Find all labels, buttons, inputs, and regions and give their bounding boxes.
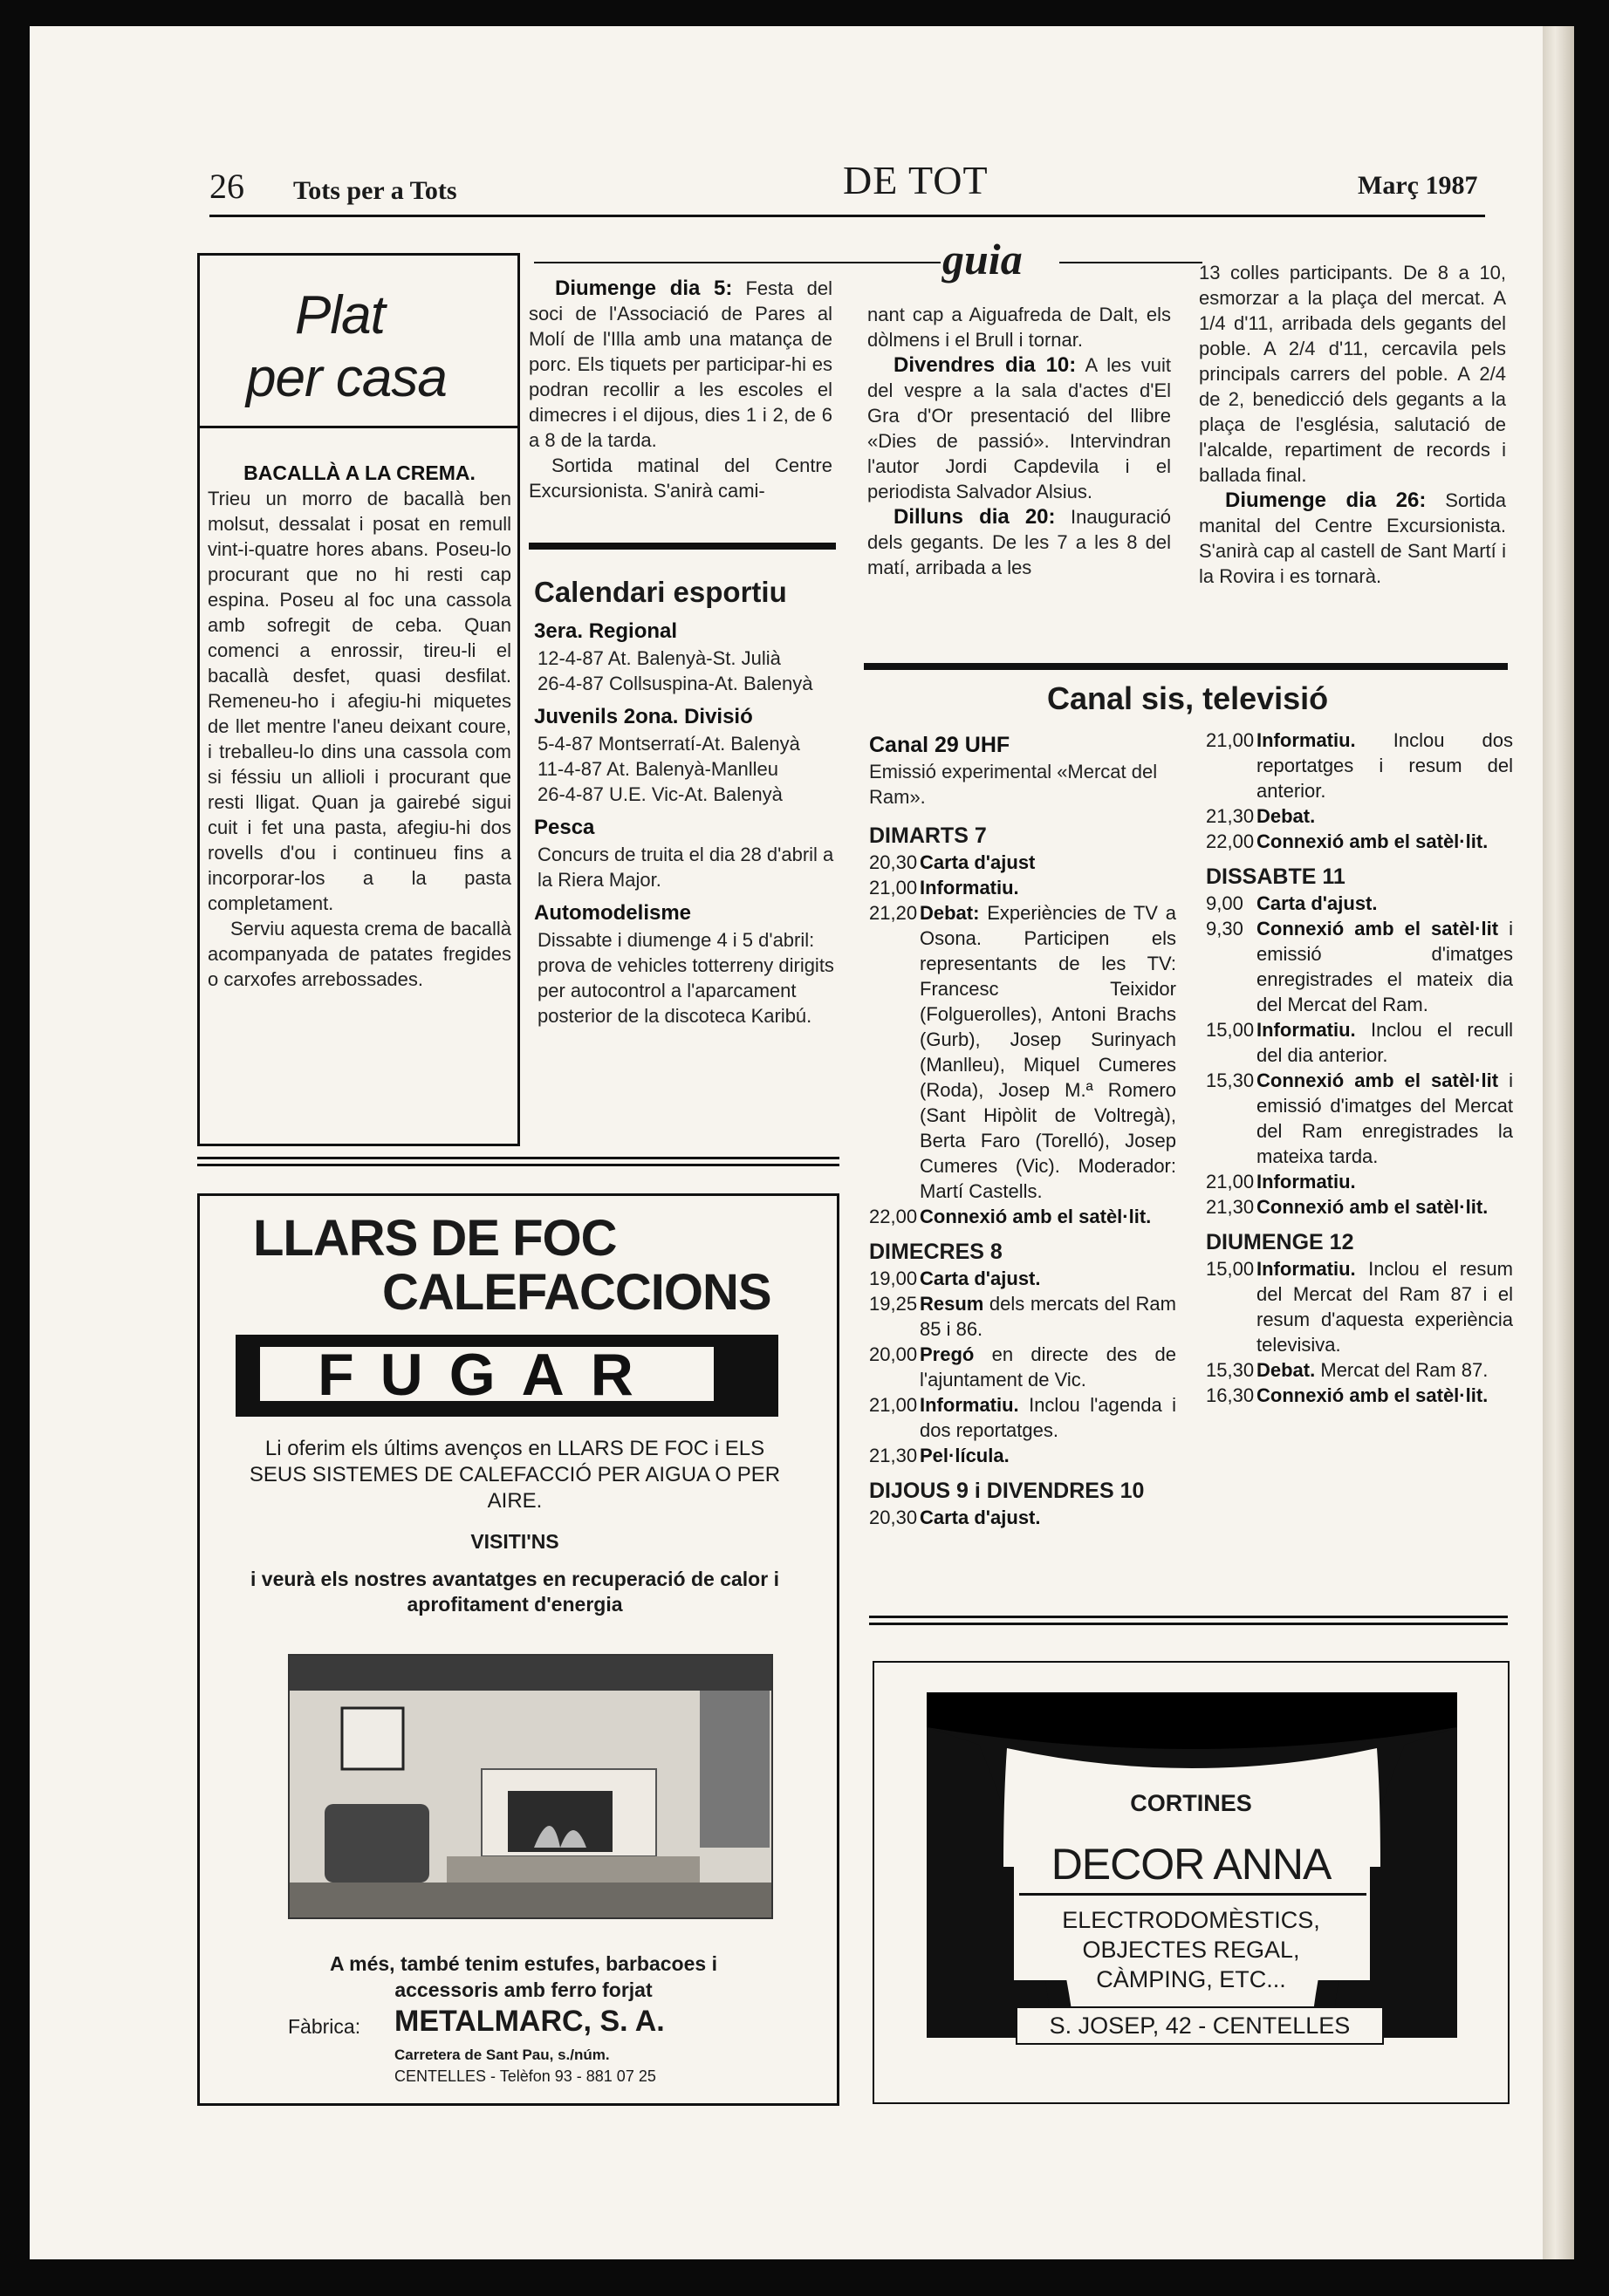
decor-line-3: CÀMPING, ETC... <box>1096 1966 1286 1992</box>
fugar-factory-name: METALMARC, S. A. <box>394 2005 665 2038</box>
page-number: 26 <box>209 167 244 206</box>
tv-program <box>920 900 1176 1204</box>
fireplace-photo <box>288 1654 773 1919</box>
tv-program-title: Informatiu. <box>1256 1171 1356 1192</box>
tv-schedule-row <box>1206 829 1513 854</box>
page-title: DE TOT <box>843 158 989 202</box>
tv-program-title: Debat. <box>1256 1359 1316 1381</box>
tv-program <box>920 1291 1176 1342</box>
tv-time: 21,20 <box>869 902 918 924</box>
guia-day-26-text: Sortida manital del Centre Excursionista. S'anirà cap al castell de Sant Martí i la Rovira i es tornarà. <box>1199 489 1506 587</box>
guia-rule-right <box>1059 262 1202 263</box>
tv-program-desc: Inclou el resum del Mercat del Ram 87 i el resum d'aquesta experiència televisiva. <box>1256 1258 1513 1356</box>
tv-schedule-row <box>1206 891 1513 916</box>
guia-column-1 <box>529 276 832 503</box>
tv-program-title: Connexió amb el satèl·lit. <box>1256 1196 1489 1218</box>
tv-program-title: Connexió amb el satèl·lit. <box>1256 830 1489 852</box>
guia-day-10-text: A les vuit del vespre a la sala d'actes d'El Gra d'Or presentació del llibre «Dies de passió». Intervindran l'autor Jordi Capdevila i el periodista Salvador Alsius. <box>867 354 1172 502</box>
calendari-line: Concurs de truita el dia 28 d'abril a la Riera Major. <box>537 844 834 891</box>
tv-time: 20,30 <box>869 851 918 873</box>
calendari-line: 11-4-87 At. Balenyà-Manlleu <box>537 758 778 780</box>
tv-time: 15,00 <box>1206 1258 1255 1280</box>
tv-schedule-row <box>869 1505 1176 1530</box>
tv-left-column <box>869 731 1176 1530</box>
decor-cortines: CORTINES <box>1130 1790 1252 1816</box>
recipe-text <box>208 461 511 992</box>
tv-right-column <box>1206 728 1513 1408</box>
recipe-paragraph-2: Serviu aquesta crema de bacallà acompanyada de patates fregides o carxofes arrebossades. <box>208 918 511 990</box>
tv-schedule-row <box>869 1443 1176 1468</box>
guia-col3-text0: 13 colles participants. De 8 a 10, esmorzar a la plaça del mercat. A 1/4 d'11, arribada dels gegants del poble. A 2/4 d'11, cercavila pels principals carrers del poble. A 2/4 de 2, benedicció dels gegants a la plaça de l'església, salutació de l'alcalde, repartiment de records i ballada final. <box>1199 262 1506 486</box>
calendari-line: 5-4-87 Montserratí-At. Balenyà <box>537 733 800 755</box>
guia-day-20: Dilluns dia 20: <box>894 505 1056 529</box>
tv-program <box>920 850 1035 875</box>
tv-program-title: Connexió amb el satèl·lit <box>1256 1069 1499 1091</box>
tv-schedule-row <box>1206 1256 1513 1357</box>
tv-program-title: Connexió amb el satèl·lit. <box>920 1206 1152 1227</box>
guia-day-10: Divendres dia 10: <box>894 353 1077 377</box>
tv-program-desc: i emissió d'imatges del Mercat del Ram enregistrades la mateixa tarda. <box>1256 1069 1514 1167</box>
page-spine <box>1543 26 1574 2259</box>
guia-sortida-text: Sortida matinal del Centre Excursionista. S'anirà cami- <box>529 454 832 502</box>
decor-line-2: OBJECTES REGAL, <box>1082 1937 1300 1963</box>
tv-schedule-row <box>1206 1017 1513 1068</box>
tv-program <box>1256 891 1378 916</box>
calendari-line: 26-4-87 U.E. Vic-At. Balenyà <box>537 783 783 805</box>
tv-time: 19,25 <box>869 1293 918 1315</box>
tv-program-title: Carta d'ajust <box>920 851 1036 873</box>
guia-day-5: Diumenge dia 5: <box>555 277 733 300</box>
fugar-top-rule-2 <box>197 1164 839 1166</box>
tv-program <box>1256 1017 1513 1068</box>
tv-program-title: Informatiu. <box>920 877 1019 899</box>
guia-col1-rule <box>529 543 836 550</box>
guia-col2-text0: nant cap a Aiguafreda de Dalt, els dòlmens i el Brull i tornar. <box>867 304 1171 351</box>
tv-time: 20,00 <box>869 1343 918 1365</box>
tv-time: 22,00 <box>1206 830 1255 852</box>
tv-schedule-row <box>1206 1068 1513 1169</box>
calendari-heading: Pesca <box>534 816 595 839</box>
tv-program <box>1256 1068 1513 1169</box>
tv-time: 21,00 <box>1206 1171 1255 1192</box>
decor-top-rule <box>869 1616 1508 1618</box>
tv-program-title: Informatiu. <box>1256 1019 1356 1041</box>
tv-program-desc: en directe des de l'ajuntament de Vic. <box>920 1343 1176 1391</box>
tv-time: 21,30 <box>869 1445 918 1466</box>
calendari-line: 26-4-87 Collsuspina-At. Balenyà <box>537 673 813 694</box>
tv-program-desc: Inclou l'agenda i dos reportatges. <box>920 1394 1176 1441</box>
guia-column-3 <box>1199 260 1506 589</box>
tv-time: 21,00 <box>1206 729 1255 751</box>
recipe-paragraph-1: Trieu un morro de bacallà ben molsut, dessalat i posat en remull vint-i-quatre hores abans. Poseu-lo procurant que no hi resti cap espina. Poseu al foc una cassola amb sofregit de ceba. Quan comenci a enrossir, tireu-li el bacallà desfet, quasi desfilat. Remeneu-ho i afegiu-hi miquetes de llet mentre l'aneu deixant coure, i treballeu-lo dins una cassola com si féssiu un allioli i procurant que resti lligat. Quan ja gairebé sigui cuit i fet una pasta, afegiu-hi dos rovells d'ou i continueu fins a incorporar-los a la pasta completament. <box>208 488 511 914</box>
tv-program-desc: Inclou dos reportatges i resum del anterior. <box>1256 729 1513 802</box>
tv-time: 9,30 <box>1206 918 1243 940</box>
header-rule <box>209 215 1485 217</box>
tv-left-schedule <box>869 822 1176 1530</box>
tv-program-desc: Mercat del Ram 87. <box>1315 1359 1489 1381</box>
fugar-phone: CENTELLES - Telèfon 93 - 881 07 25 <box>394 2067 656 2085</box>
decor-underline <box>1019 1893 1366 1896</box>
tv-program <box>1256 1357 1488 1383</box>
tv-program-title: Pregó <box>920 1343 975 1365</box>
decor-top-rule-2 <box>869 1623 1508 1625</box>
tv-schedule-row <box>869 900 1176 1204</box>
guia-rule-left <box>534 262 941 263</box>
tv-program-title: Carta d'ajust. <box>920 1507 1041 1528</box>
tv-program <box>920 1443 1010 1468</box>
tv-program <box>1256 728 1513 803</box>
decor-line-1: ELECTRODOMÈSTICS, <box>1062 1907 1320 1933</box>
calendari-section <box>534 576 841 1028</box>
tv-time: 15,30 <box>1206 1069 1255 1091</box>
tv-program-title: Connexió amb el satèl·lit <box>1256 918 1499 940</box>
fugar-benefit: i veurà els nostres avantatges en recuperació de calor i aprofitament d'energia <box>250 1568 779 1616</box>
guia-label: guia <box>942 235 1023 284</box>
tv-day-heading: DIJOUS 9 i DIVENDRES 10 <box>869 1479 1145 1503</box>
recipe-heading: BACALLÀ A LA CREMA. <box>243 461 476 484</box>
recipe-title <box>246 284 447 410</box>
guia-day-5-text: Festa del soci de l'Associació de Pares al Molí de l'Illa amb una matança de porc. Els tiquets per participar-hi es podran recollir a les escoles el dimecres i el dijous, dies 1 i 2, de 6 a 8 de la tarda. <box>529 277 832 451</box>
guia-column-2 <box>867 302 1171 580</box>
tv-program <box>920 1204 1151 1229</box>
recipe-title-rule <box>197 426 520 428</box>
calendari-list <box>534 618 841 1028</box>
tv-time: 21,00 <box>869 1394 918 1416</box>
tv-program <box>920 1342 1176 1392</box>
tv-time: 21,00 <box>869 877 918 899</box>
tv-time: 19,00 <box>869 1268 918 1289</box>
calendari-heading: Juvenils 2ona. Divisió <box>534 705 753 728</box>
tv-program <box>1256 1169 1356 1194</box>
tv-time: 22,00 <box>869 1206 918 1227</box>
tv-time: 16,30 <box>1206 1384 1255 1406</box>
calendari-line: 12-4-87 At. Balenyà-St. Julià <box>537 647 781 669</box>
fugar-address: Carretera de Sant Pau, s./núm. <box>394 2047 610 2063</box>
guia-day-20-text: Inauguració dels gegants. De les 7 a les 8 del matí, arribada a les <box>867 506 1172 578</box>
tv-program-title: Debat: <box>920 902 980 924</box>
tv-schedule-row <box>869 1291 1176 1342</box>
tv-program-title: Connexió amb el satèl·lit. <box>1256 1384 1489 1406</box>
recipe-title-line1: Plat <box>295 285 385 345</box>
fugar-brand: FUGAR <box>318 1342 660 1408</box>
tv-channel: Canal 29 UHF <box>869 733 1010 757</box>
tv-schedule-row <box>1206 728 1513 803</box>
tv-program-title: Informatiu. <box>1256 1258 1356 1280</box>
tv-program-title: Carta d'ajust. <box>1256 892 1378 914</box>
tv-program-desc: dels mercats del Ram 85 i 86. <box>920 1293 1176 1340</box>
tv-program <box>1256 916 1513 1017</box>
tv-program <box>920 1266 1041 1291</box>
tv-schedule-row <box>869 1392 1176 1443</box>
tv-rule <box>864 663 1508 670</box>
tv-program-title: Resum <box>920 1293 984 1315</box>
tv-time: 15,30 <box>1206 1359 1255 1381</box>
tv-day-heading: DISSABTE 11 <box>1206 864 1345 889</box>
tv-program <box>920 875 1019 900</box>
tv-program-title: Pel·lícula. <box>920 1445 1010 1466</box>
tv-schedule-row <box>1206 1357 1513 1383</box>
tv-schedule-row <box>1206 803 1513 829</box>
tv-schedule-row <box>869 1342 1176 1392</box>
guia-day-26: Diumenge dia 26: <box>1225 489 1427 512</box>
tv-program <box>1256 1256 1513 1357</box>
tv-schedule-row <box>869 1204 1176 1229</box>
tv-day-heading: DIUMENGE 12 <box>1206 1230 1354 1254</box>
tv-program <box>920 1505 1041 1530</box>
fugar-offer: Li oferim els últims avenços en LLARS DE FOC i ELS SEUS SISTEMES DE CALEFACCIÓ PER AIGUA O PER AIRE. <box>249 1437 781 1513</box>
tv-schedule-row <box>869 1266 1176 1291</box>
decor-address: S. JOSEP, 42 - CENTELLES <box>1016 2006 1384 2045</box>
tv-title: Canal sis, televisió <box>1047 680 1329 716</box>
tv-schedule-row <box>869 850 1176 875</box>
section-name: Tots per a Tots <box>293 176 457 205</box>
tv-program-title: Carta d'ajust. <box>920 1268 1041 1289</box>
calendari-line: Dissabte i diumenge 4 i 5 d'abril: prova de vehicles totterreny dirigits per autocontrol a l'aparcament posterior de la discoteca Karibú. <box>537 929 834 1027</box>
tv-program-desc: Experiències de TV a Osona. Participen els representants de les TV: Francesc Teixidor (Folguerolles), Antoni Brachs (Gurb), Josep Surinyach (Manlleu), Miquel Cumeres (Roda), Josep M.ª Romero (Sant Hipòlit de Voltregà), Berta Faro (Torelló), Josep Cumeres (Vic). Moderador: Martí Castells. <box>920 902 1176 1202</box>
fugar-logo <box>236 1335 778 1417</box>
fugar-visit: VISITI'NS <box>470 1530 559 1553</box>
tv-time: 15,00 <box>1206 1019 1255 1041</box>
tv-program-title: Debat. <box>1256 805 1316 827</box>
recipe-title-line2: per casa <box>246 348 447 408</box>
tv-schedule-row <box>1206 1169 1513 1194</box>
tv-program <box>1256 1383 1488 1408</box>
tv-right-schedule <box>1206 728 1513 1408</box>
tv-program-desc: i emissió d'imatges enregistrades el mateix dia del Mercat del Ram. <box>1256 918 1514 1015</box>
fugar-factory-label: Fàbrica: <box>288 2015 361 2038</box>
tv-time: 21,30 <box>1206 1196 1255 1218</box>
decor-name: DECOR ANNA <box>1051 1840 1332 1889</box>
tv-time: 20,30 <box>869 1507 918 1528</box>
fugar-extra: A més, també tenim estufes, barbacoes i accessoris amb ferro forjat <box>330 1952 717 2001</box>
tv-program-title: Informatiu. <box>1256 729 1356 751</box>
tv-schedule-row <box>1206 916 1513 1017</box>
tv-schedule-row <box>869 875 1176 900</box>
fugar-top-rule <box>197 1157 839 1159</box>
fugar-line-2: CALEFACCIONS <box>382 1264 771 1321</box>
calendari-heading: 3era. Regional <box>534 619 678 643</box>
tv-program-title: Informatiu. <box>920 1394 1019 1416</box>
tv-schedule-row <box>1206 1383 1513 1408</box>
calendari-title: Calendari esportiu <box>534 576 787 608</box>
tv-program <box>920 1392 1176 1443</box>
tv-day-heading: DIMECRES 8 <box>869 1240 1003 1264</box>
tv-program-desc: Inclou el recull del dia anterior. <box>1256 1019 1513 1066</box>
header-date: Març 1987 <box>1358 171 1478 200</box>
tv-time: 21,30 <box>1206 805 1255 827</box>
tv-program <box>1256 803 1315 829</box>
tv-program <box>1256 829 1488 854</box>
tv-time: 9,00 <box>1206 892 1243 914</box>
tv-intro: Emissió experimental «Mercat del Ram». <box>869 761 1158 808</box>
tv-program <box>1256 1194 1488 1220</box>
calendari-heading: Automodelisme <box>534 901 692 925</box>
fireplace-illustration <box>290 1656 771 1917</box>
tv-schedule-row <box>1206 1194 1513 1220</box>
tv-day-heading: DIMARTS 7 <box>869 823 987 848</box>
fugar-line-1: LLARS DE FOC <box>253 1210 617 1267</box>
